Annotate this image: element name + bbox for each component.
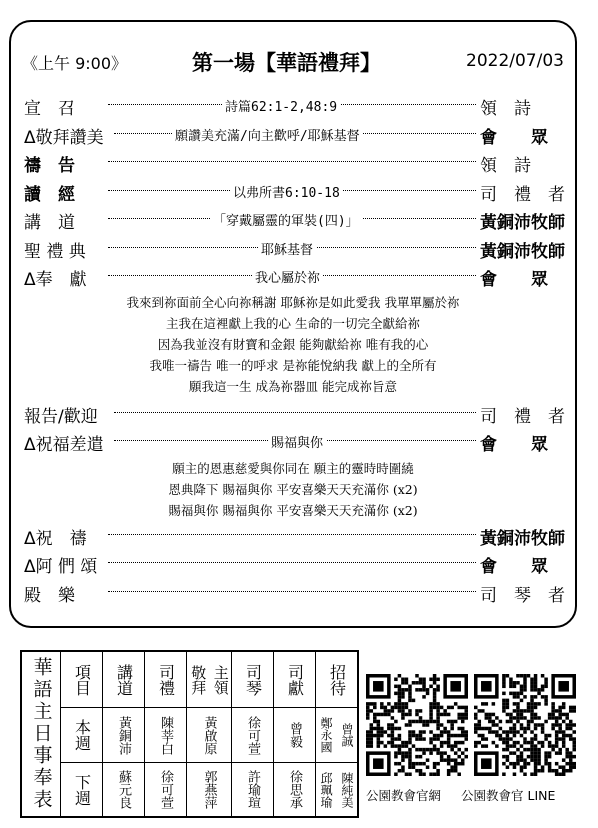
roster-cell: 曾毅 — [287, 722, 302, 748]
program-detail: 以弗所書6:10-18 — [230, 182, 343, 201]
roster-cell: 許瑜瑄 — [245, 770, 260, 809]
header-cell: 主領 — [211, 664, 230, 695]
lyric-line: 我來到祢面前全心向祢稱謝 耶穌祢是如此愛我 我單單屬於祢 — [126, 295, 460, 310]
service-time: 《上午 9:00》 — [22, 54, 128, 73]
program-row — [14, 550, 572, 577]
program-row — [14, 206, 572, 233]
lyric-line: 願主的恩惠慈愛與你同在 願主的靈時時圍繞 — [172, 461, 414, 476]
lyric-line: 願我這一生 成為祢器皿 能完成祢旨意 — [189, 379, 397, 394]
roster-cell: 陳純美 — [340, 771, 354, 808]
program-row — [14, 579, 572, 606]
program-item: Δ阿 們 頌 — [24, 557, 98, 577]
program-detail: 詩篇62:1-2,48:9 — [222, 96, 340, 115]
header-cell: 司獻 — [285, 663, 305, 696]
leader-dots — [108, 161, 476, 162]
program-item: 講 道 — [24, 213, 75, 233]
leader-dots — [114, 412, 476, 413]
program-item: Δ敬拜讚美 — [24, 128, 104, 148]
program-item: Δ祝福差遣 — [24, 435, 104, 455]
program-row — [14, 428, 572, 455]
program-row — [14, 263, 572, 290]
header-cell: 項目 — [72, 663, 92, 696]
roster-cell: 黃銅沛 — [116, 715, 131, 755]
program-role: 領 詩 — [480, 156, 531, 176]
program-item: 禱 告 — [24, 156, 75, 176]
roster-cell: 郭燕萍 — [201, 770, 217, 809]
program-role: 會 眾 — [480, 435, 548, 455]
program-item: Δ祝 禱 — [24, 529, 87, 549]
program-item: Δ奉 獻 — [24, 270, 87, 290]
program-row — [14, 400, 572, 427]
row-label: 下週 — [72, 773, 92, 806]
program-detail: 我心屬於祢 — [252, 267, 323, 286]
program-detail: 「穿戴屬靈的軍裝(四)」 — [210, 210, 362, 229]
program-row — [14, 178, 572, 205]
program-detail: 賜福與你 — [268, 432, 326, 451]
header-cell: 司琴 — [243, 663, 263, 696]
qr-code-icon[interactable] — [474, 674, 576, 776]
roster-cell: 蘇元良 — [116, 770, 131, 809]
roster-cell: 徐可萱 — [245, 715, 260, 755]
roster-title: 華語主日事奉表 — [30, 657, 53, 811]
program-role: 黃銅沛牧師 — [480, 529, 565, 549]
program-item: 宣 召 — [24, 99, 75, 119]
leader-dots — [108, 562, 476, 563]
program-role: 會 眾 — [480, 270, 548, 290]
qr-code-icon[interactable] — [366, 674, 468, 776]
program-row — [14, 522, 572, 549]
program-role: 會 眾 — [480, 557, 548, 577]
program-row — [14, 92, 572, 119]
lyric-line: 賜福與你 賜福與你 平安喜樂天天充滿你 (x2) — [168, 503, 418, 518]
roster-cell: 黃啟原 — [201, 715, 217, 755]
leader-dots — [108, 534, 476, 535]
page-title: 第一場【華語禮拜】 — [192, 51, 381, 75]
row-label: 本週 — [72, 719, 92, 751]
qr-label-line: 公園教會官 LINE — [461, 788, 556, 803]
program-role: 黃銅沛牧師 — [480, 213, 565, 233]
table-row — [21, 708, 358, 763]
program-row — [14, 121, 572, 148]
program-role: 會 眾 — [480, 128, 548, 148]
header-cell: 敬拜 — [189, 664, 208, 695]
program-item: 報告/歡迎 — [24, 407, 98, 427]
service-date: 2022/07/03 — [466, 51, 564, 71]
program-detail: 願讚美充滿/向主歡呼/耶穌基督 — [172, 125, 363, 144]
table-row — [21, 763, 358, 818]
program-item: 讀 經 — [24, 185, 75, 205]
program-role: 領 詩 — [480, 99, 531, 119]
roster-cell: 鄭永國 — [319, 717, 333, 753]
program-role: 黃銅沛牧師 — [480, 242, 565, 262]
header-cell: 司禮 — [156, 663, 176, 696]
lyric-line: 恩典降下 賜福與你 平安喜樂天天充滿你 (x2) — [168, 482, 418, 497]
program-item: 聖 禮 典 — [24, 242, 86, 262]
roster-cell: 陳莘白 — [158, 715, 173, 755]
header-cell: 招待 — [327, 663, 347, 696]
lyric-line: 因為我並沒有財寶和金銀 能夠獻給祢 唯有我的心 — [157, 337, 429, 352]
program-role: 司 琴 者 — [480, 586, 565, 606]
program-detail: 耶穌基督 — [258, 239, 316, 258]
table-row — [21, 651, 358, 708]
program-item: 殿 樂 — [24, 586, 75, 606]
program-role: 司 禮 者 — [480, 185, 565, 205]
roster-cell: 徐思承 — [287, 770, 302, 809]
program-role: 司 禮 者 — [480, 407, 565, 427]
roster-title-cell — [21, 651, 61, 817]
header-cell: 講道 — [114, 663, 134, 696]
roster-cell: 邱珮瑜 — [319, 771, 333, 808]
leader-dots — [108, 591, 476, 592]
lyric-line: 主我在這裡獻上我的心 生命的一切完全獻給祢 — [166, 316, 420, 331]
program-row — [14, 235, 572, 262]
lyric-line: 我唯一禱告 唯一的呼求 是祢能悅納我 獻上的全所有 — [149, 358, 437, 373]
service-roster-table — [20, 650, 359, 818]
roster-cell: 曾誠 — [340, 723, 354, 747]
blessing-lyrics — [14, 458, 572, 521]
roster-cell: 徐可萱 — [158, 770, 173, 809]
offering-lyrics — [14, 292, 572, 397]
program-row — [14, 149, 572, 176]
qr-label-website: 公園教會官網 — [366, 788, 442, 803]
